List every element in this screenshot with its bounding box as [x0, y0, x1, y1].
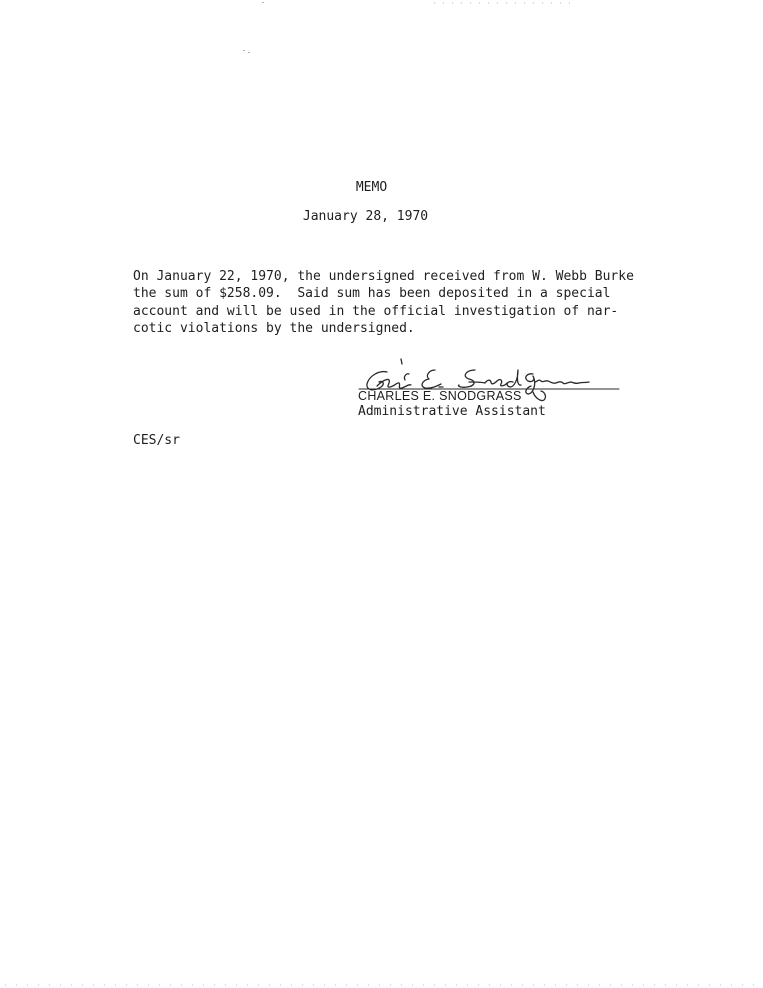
signer-name: CHARLES E. SNODGRASS: [358, 389, 522, 403]
scan-artifact-top: [430, 0, 570, 6]
memo-date: January 28, 1970: [302, 209, 429, 224]
scan-speck: [248, 52, 250, 53]
memo-body-line: On January 22, 1970, the undersigned received from W. Webb Burke: [133, 269, 634, 284]
scan-speck: [262, 2, 264, 3]
memo-heading: MEMO: [355, 180, 388, 195]
signer-title: Administrative Assistant: [358, 404, 546, 419]
memo-body-line: account and will be used in the official investigation of nar-: [133, 303, 619, 319]
reference-initials: CES/sr: [133, 433, 180, 448]
scan-artifact-bottom: [0, 982, 763, 988]
memo-body: [133, 268, 653, 337]
memo-body-line: cotic violations by the undersigned.: [133, 320, 415, 336]
memo-body-line: the sum of $258.09. Said sum has been deposited in a special: [133, 286, 611, 302]
scan-speck: [243, 50, 245, 51]
signature-block: [357, 356, 637, 426]
